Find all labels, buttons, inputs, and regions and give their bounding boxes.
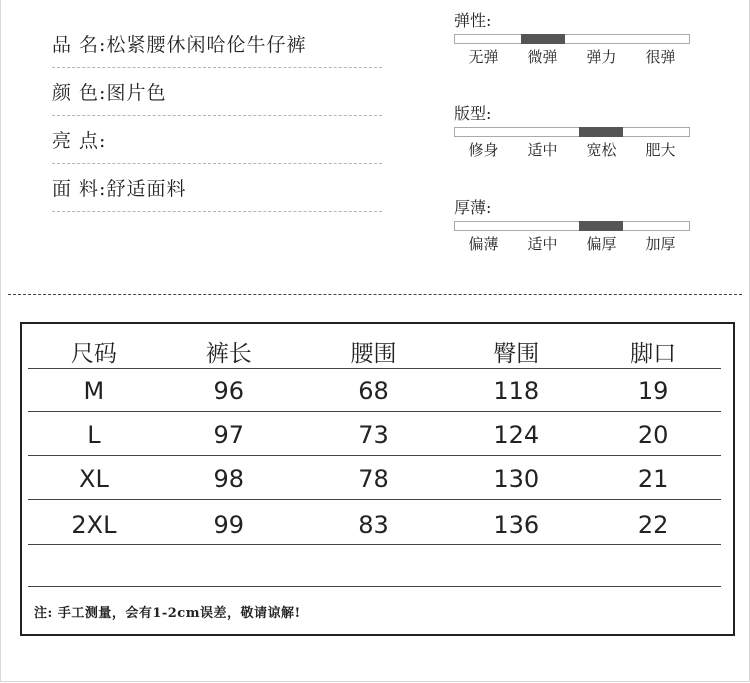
scale-option: 修身: [468, 141, 499, 159]
cell-size: 2XL: [71, 511, 117, 539]
info-value: 舒适面料: [106, 178, 187, 200]
scale-option: 弹力: [586, 48, 617, 66]
scale-option: 适中: [527, 141, 558, 159]
cell-waist: 83: [358, 511, 389, 539]
size-table: [20, 322, 735, 636]
scale-bar: [454, 127, 690, 137]
table-header: [28, 332, 723, 370]
cell-leg-opening: 21: [637, 465, 669, 493]
cell-waist: 68: [358, 377, 389, 405]
cell-hip: 118: [493, 377, 540, 405]
scale-title: 厚薄:: [454, 198, 492, 217]
cell-length: 96: [213, 377, 244, 405]
scale-marker: [579, 127, 623, 137]
product-info: [52, 20, 382, 212]
cell-size: XL: [79, 465, 109, 493]
scale-option: 偏厚: [586, 235, 617, 253]
scale-option: 宽松: [586, 141, 617, 159]
scale-option: 微弹: [527, 48, 558, 66]
scale-bar: [454, 34, 690, 44]
measurement-note: 注: 手工测量，会有1-2cm误差，敬请谅解!: [34, 606, 301, 621]
section-divider: [8, 294, 742, 295]
table-row: [28, 460, 723, 498]
cell-hip: 136: [493, 511, 540, 539]
header-leg-opening: 脚口: [630, 340, 677, 367]
cell-size: L: [87, 421, 101, 449]
scale-bar: [454, 221, 690, 231]
cell-hip: 130: [493, 465, 540, 493]
table-row: [28, 505, 723, 545]
info-row-fabric: [52, 164, 382, 212]
scale-option: 无弹: [468, 48, 499, 66]
cell-length: 98: [213, 465, 244, 493]
table-row: [28, 372, 723, 410]
scale-marker: [579, 221, 623, 231]
info-value: 松紧腰休闲哈伦牛仔裤: [106, 34, 307, 56]
scale-elasticity: [454, 10, 690, 67]
cell-leg-opening: 19: [637, 377, 669, 405]
info-label: 亮 点:: [52, 130, 107, 152]
cell-leg-opening: 22: [637, 511, 669, 539]
info-label: 面 料:: [52, 178, 107, 200]
scale-option: 偏薄: [468, 235, 499, 253]
info-label: 颜 色:: [52, 82, 107, 104]
cell-length: 99: [213, 511, 244, 539]
info-row-highlight: [52, 116, 382, 164]
info-row-name: [52, 20, 382, 68]
info-value: 图片色: [106, 82, 167, 104]
scale-option: 很弹: [645, 48, 676, 66]
scale-thickness: [454, 197, 690, 254]
table-row: [28, 416, 723, 454]
header-size: 尺码: [70, 340, 117, 367]
scale-option: 适中: [527, 235, 558, 253]
scale-title: 弹性:: [454, 11, 492, 30]
cell-waist: 73: [358, 421, 389, 449]
table-rule: [28, 544, 721, 545]
header-length: 裤长: [205, 340, 252, 367]
scale-title: 版型:: [454, 104, 492, 123]
info-label: 品 名:: [52, 34, 107, 56]
cell-leg-opening: 20: [637, 421, 669, 449]
header-hip: 臀围: [493, 340, 540, 367]
table-rule: [28, 368, 721, 369]
header-waist: 腰围: [350, 340, 397, 367]
table-rule: [28, 586, 721, 587]
table-rule: [28, 455, 721, 456]
cell-waist: 78: [358, 465, 389, 493]
scale-option: 加厚: [645, 235, 676, 253]
cell-hip: 124: [493, 421, 540, 449]
cell-length: 97: [213, 421, 244, 449]
scale-marker: [521, 34, 565, 44]
table-rule: [28, 499, 721, 500]
info-row-color: [52, 68, 382, 116]
scale-option: 肥大: [645, 141, 676, 159]
cell-size: M: [83, 377, 105, 405]
scale-fit: [454, 103, 690, 160]
table-rule: [28, 411, 721, 412]
